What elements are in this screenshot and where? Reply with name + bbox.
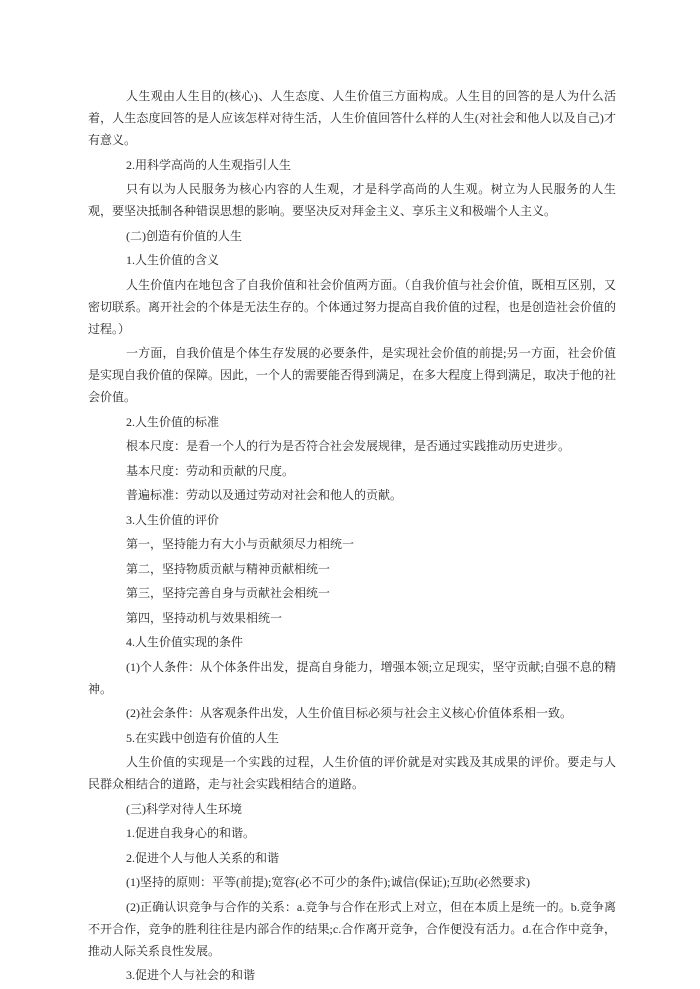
paragraph: 人生观由人生目的(核心)、人生态度、人生价值三方面构成。人生目的回答的是人为什么活着，人生态度回答的是人应该怎样对待生活，人生价值回答什么样的人生(对社会和他人以及自己)才有意义。 bbox=[88, 89, 616, 147]
paragraph: 2.用科学高尚的人生观指引人生 bbox=[126, 157, 292, 172]
paragraph: 3.人生价值的评价 bbox=[126, 512, 220, 527]
paragraph: 只有以为人民服务为核心内容的人生观，才是科学高尚的人生观。树立为人民服务的人生观，要坚决抵制各种错误思想的影响。要坚决反对拜金主义、享乐主义和极端个人主义。 bbox=[88, 182, 616, 218]
paragraph: 根本尺度：是看一个人的行为是否符合社会发展规律，是否通过实践推动历史进步。 bbox=[126, 439, 571, 453]
paragraph: 人生价值的实现是一个实践的过程，人生价值的评价就是对实践及其成果的评价。要走与人民群众相结合的道路，走与社会实践相结合的道路。 bbox=[88, 755, 616, 791]
paragraph: 5.在实践中创造有价值的人生 bbox=[126, 730, 280, 745]
paragraph: 3.促进个人与社会的和谐 bbox=[126, 968, 256, 982]
paragraph: 第二，坚持物质贡献与精神贡献相统一 bbox=[126, 561, 331, 576]
paragraph: 4.人生价值实现的条件 bbox=[126, 635, 244, 649]
paragraph: (1)个人条件：从个体条件出发，提高自身能力，增强本领;立足现实，坚守贡献;自强不息的精神。 bbox=[88, 659, 616, 696]
paragraph: 普遍标准：劳动以及通过劳动对社会和他人的贡献。 bbox=[126, 488, 403, 502]
paragraph: 第一，坚持能力有大小与贡献须尽力相统一 bbox=[126, 537, 355, 551]
paragraph: 一方面，自我价值是个体生存发展的必要条件，是实现社会价值的前提;另一方面，社会价值是实现自我价值的保障。因此，一个人的需要能否得到满足，在多大程度上得到满足，取决于他的社会价值。 bbox=[88, 346, 617, 404]
paragraph: 基本尺度：劳动和贡献的尺度。 bbox=[126, 463, 295, 478]
paragraph: (2)社会条件：从客观条件出发，人生价值目标必须与社会主义核心价值体系相一致。 bbox=[126, 706, 572, 720]
paragraph: (2)正确认识竞争与合作的关系：a.竞争与合作在形式上对立，但在本质上是统一的。b.竞争离不开合作，竞争的胜利往往是内部合作的结果;c.合作离开竞争，合作便没有活力。d.在合作中竞争，推动人际关系良性发展。 bbox=[88, 899, 616, 958]
paragraph: (三)科学对待人生环境 bbox=[126, 801, 242, 816]
paragraph: 2.促进个人与他人关系的和谐 bbox=[126, 850, 280, 865]
paragraph: (二)创造有价值的人生 bbox=[126, 228, 242, 243]
paragraph: 第四，坚持动机与效果相统一 bbox=[126, 610, 283, 625]
paragraph: 2.人生价值的标准 bbox=[126, 414, 220, 429]
paragraph: 1.促进自我身心的和谐。 bbox=[126, 826, 256, 840]
paragraph: 人生价值内在地包含了自我价值和社会价值两方面。（自我价值与社会价值，既相互区别，又密切联系。离开社会的个体是无法生存的。个体通过努力提高自我价值的过程，也是创造社会价值的过程。） bbox=[88, 277, 617, 336]
document-text bbox=[88, 85, 616, 986]
paragraph: 第三，坚持完善自身与贡献社会相统一 bbox=[126, 586, 331, 600]
paragraph: (1)坚持的原则：平等(前提);宽容(必不可少的条件);诚信(保证);互助(必然要求) bbox=[126, 875, 530, 889]
paragraph: 1.人生价值的含义 bbox=[126, 253, 220, 267]
